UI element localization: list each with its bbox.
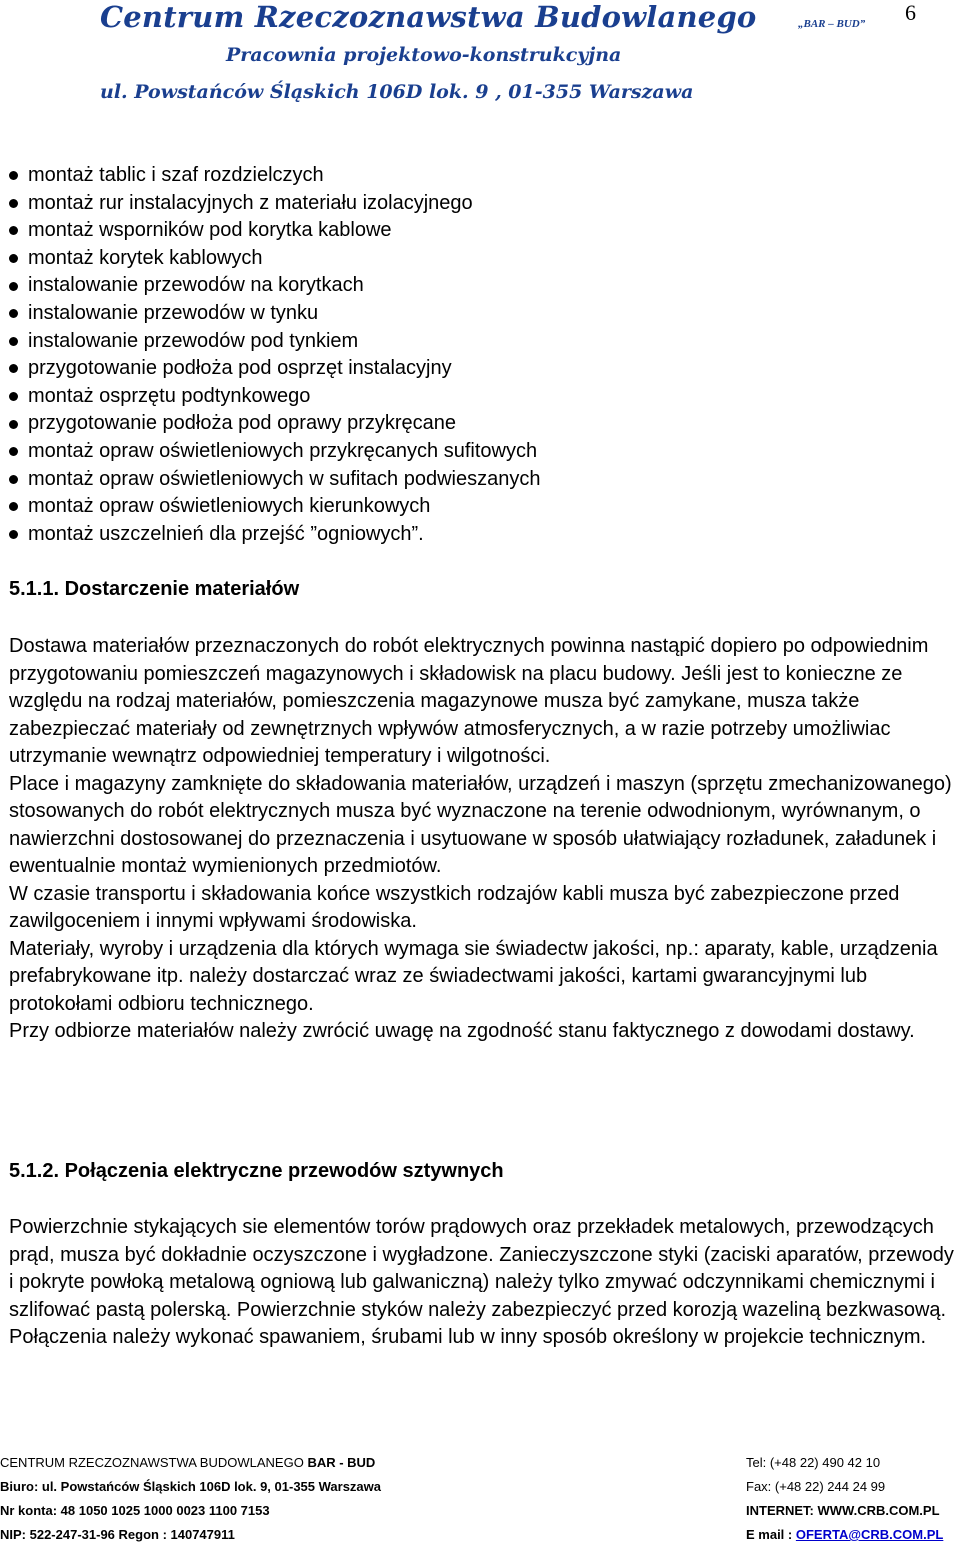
company-address: ul. Powstańców Śląskich 106D lok. 9 , 01-355 Warszawa bbox=[100, 81, 694, 103]
footer-email-link[interactable]: OFERTA@CRB.COM.PL bbox=[795, 1527, 944, 1542]
list-item: instalowanie przewodów w tynku bbox=[9, 300, 954, 328]
company-logo: „BAR – BUD” bbox=[798, 18, 866, 30]
footer-account: Nr konta: 48 1050 1025 1000 0023 1100 7153 bbox=[0, 1503, 270, 1518]
section-body-dostarczenie bbox=[9, 633, 954, 1046]
bullet-icon bbox=[9, 420, 18, 429]
bullet-icon bbox=[9, 309, 18, 318]
bullet-icon bbox=[9, 392, 18, 401]
list-item: montaż rur instalacyjnych z materiału izolacyjnego bbox=[9, 190, 954, 218]
footer-ids: NIP: 522-247-31-96 Regon : 140747911 bbox=[0, 1527, 235, 1542]
bullet-icon bbox=[9, 475, 18, 484]
list-item: montaż osprzętu podtynkowego bbox=[9, 383, 954, 411]
footer-office: Biuro: ul. Powstańców Śląskich 106D lok. 9, 01-355 Warszawa bbox=[0, 1479, 381, 1494]
paragraph: Przy odbiorze materiałów należy zwrócić uwagę na zgodność stanu faktycznego z dowodami dostawy. bbox=[9, 1020, 915, 1042]
bullet-icon bbox=[9, 226, 18, 235]
bullet-icon bbox=[9, 502, 18, 511]
bullet-icon bbox=[9, 199, 18, 208]
bullet-icon bbox=[9, 364, 18, 373]
page-number: 6 bbox=[905, 0, 916, 25]
bullet-icon bbox=[9, 337, 18, 346]
footer-fax: Fax: (+48 22) 244 24 99 bbox=[746, 1479, 886, 1494]
paragraph: Powierzchnie stykających sie elementów torów prądowych oraz przekładek metalowych, przewodzących prąd, musza być dokładnie oczyszczone i wygładzone. Zanieczyszczone styki (zaciski aparatów, przewody i pokryte powłoką metalową ogniową lub galwaniczną) należy tylko zmywać odczynnikami chemicznymi i szlifować pastą polerską. Powierzchnie styków należy zabezpieczyć przed korozją wazeliną bezkwasową. Połączenia należy wykonać spawaniem, śrubami lub w inny sposób określony w projekcie technicznym. bbox=[9, 1216, 954, 1348]
section-heading-dostarczenie: 5.1.1. Dostarczenie materiałów bbox=[9, 578, 300, 600]
page-footer bbox=[0, 1455, 960, 1553]
section-heading-polaczenia: 5.1.2. Połączenia elektryczne przewodów sztywnych bbox=[9, 1160, 504, 1182]
bullet-icon bbox=[9, 282, 18, 291]
list-item: instalowanie przewodów na korytkach bbox=[9, 272, 954, 300]
page-header bbox=[0, 0, 960, 120]
paragraph: Materiały, wyroby i urządzenia dla których wymaga sie świadectw jakości, np.: aparaty, kable, urządzenia prefabrykowane itp. należy dostarczać wraz ze świadectwami jakości, kartami gwarancyjnymi lub protokołami odbioru technicznego. bbox=[9, 937, 938, 1015]
bullet-list bbox=[9, 162, 954, 548]
bullet-icon bbox=[9, 530, 18, 539]
list-item: montaż uszczelnień dla przejść ”ogniowych”. bbox=[9, 521, 954, 549]
paragraph: W czasie transportu i składowania końce wszystkich rodzajów kabli musza być zabezpieczone przed zawilgoceniem i innymi wpływami środowiska. bbox=[9, 882, 900, 932]
list-item: montaż opraw oświetleniowych kierunkowych bbox=[9, 493, 954, 521]
footer-company-name: CENTRUM RZECZOZNAWSTWA BUDOWLANEGO bbox=[0, 1455, 304, 1470]
footer-internet: INTERNET: WWW.CRB.COM.PL bbox=[746, 1503, 940, 1518]
footer-email-label: E mail : bbox=[746, 1527, 796, 1542]
footer-company-brand: BAR - BUD bbox=[307, 1455, 376, 1470]
list-item: montaż opraw oświetleniowych przykręcanych sufitowych bbox=[9, 438, 954, 466]
section-body-polaczenia bbox=[9, 1214, 954, 1352]
list-item: montaż korytek kablowych bbox=[9, 245, 954, 273]
footer-tel: Tel: (+48 22) 490 42 10 bbox=[746, 1455, 881, 1470]
list-item: montaż opraw oświetleniowych w sufitach podwieszanych bbox=[9, 466, 954, 494]
footer-email bbox=[746, 1527, 943, 1542]
bullet-icon bbox=[9, 447, 18, 456]
list-item: montaż wsporników pod korytka kablowe bbox=[9, 217, 954, 245]
bullet-icon bbox=[9, 171, 18, 180]
list-item: przygotowanie podłoża pod oprawy przykręcane bbox=[9, 410, 954, 438]
company-name: Centrum Rzeczoznawstwa Budowlanego bbox=[100, 0, 757, 34]
list-item: przygotowanie podłoża pod osprzęt instalacyjny bbox=[9, 355, 954, 383]
list-item: instalowanie przewodów pod tynkiem bbox=[9, 328, 954, 356]
bullet-list-container bbox=[9, 162, 954, 548]
company-subtitle: Pracownia projektowo-konstrukcyjna bbox=[226, 44, 622, 66]
paragraph: Dostawa materiałów przeznaczonych do robót elektrycznych powinna nastąpić dopiero po odpowiednim przygotowaniu pomieszczeń magazynowych i składowisk na placu budowy. Jeśli jest to konieczne ze względu na rodzaj materiałów, pomieszczenia magazynowe musza być zamykane, musza także zabezpieczać materiały od zewnętrznych wpływów atmosferycznych, a w razie potrzeby umożliwiac utrzymanie wewnątrz odpowiedniej temperatury i wilgotności. bbox=[9, 635, 929, 767]
list-item: montaż tablic i szaf rozdzielczych bbox=[9, 162, 954, 190]
bullet-icon bbox=[9, 254, 18, 263]
paragraph: Place i magazyny zamknięte do składowania materiałów, urządzeń i maszyn (sprzętu zmechanizowanego) stosowanych do robót elektrycznych musza być wyznaczone na terenie odwodnionym, wyrównanym, o nawierzchni dostosowanej do przeznaczenia i usytuowane w sposób ułatwiający rozładunek, załadunek i ewentualnie montaż wymienionych przedmiotów. bbox=[9, 772, 952, 877]
footer-company bbox=[0, 1455, 375, 1470]
